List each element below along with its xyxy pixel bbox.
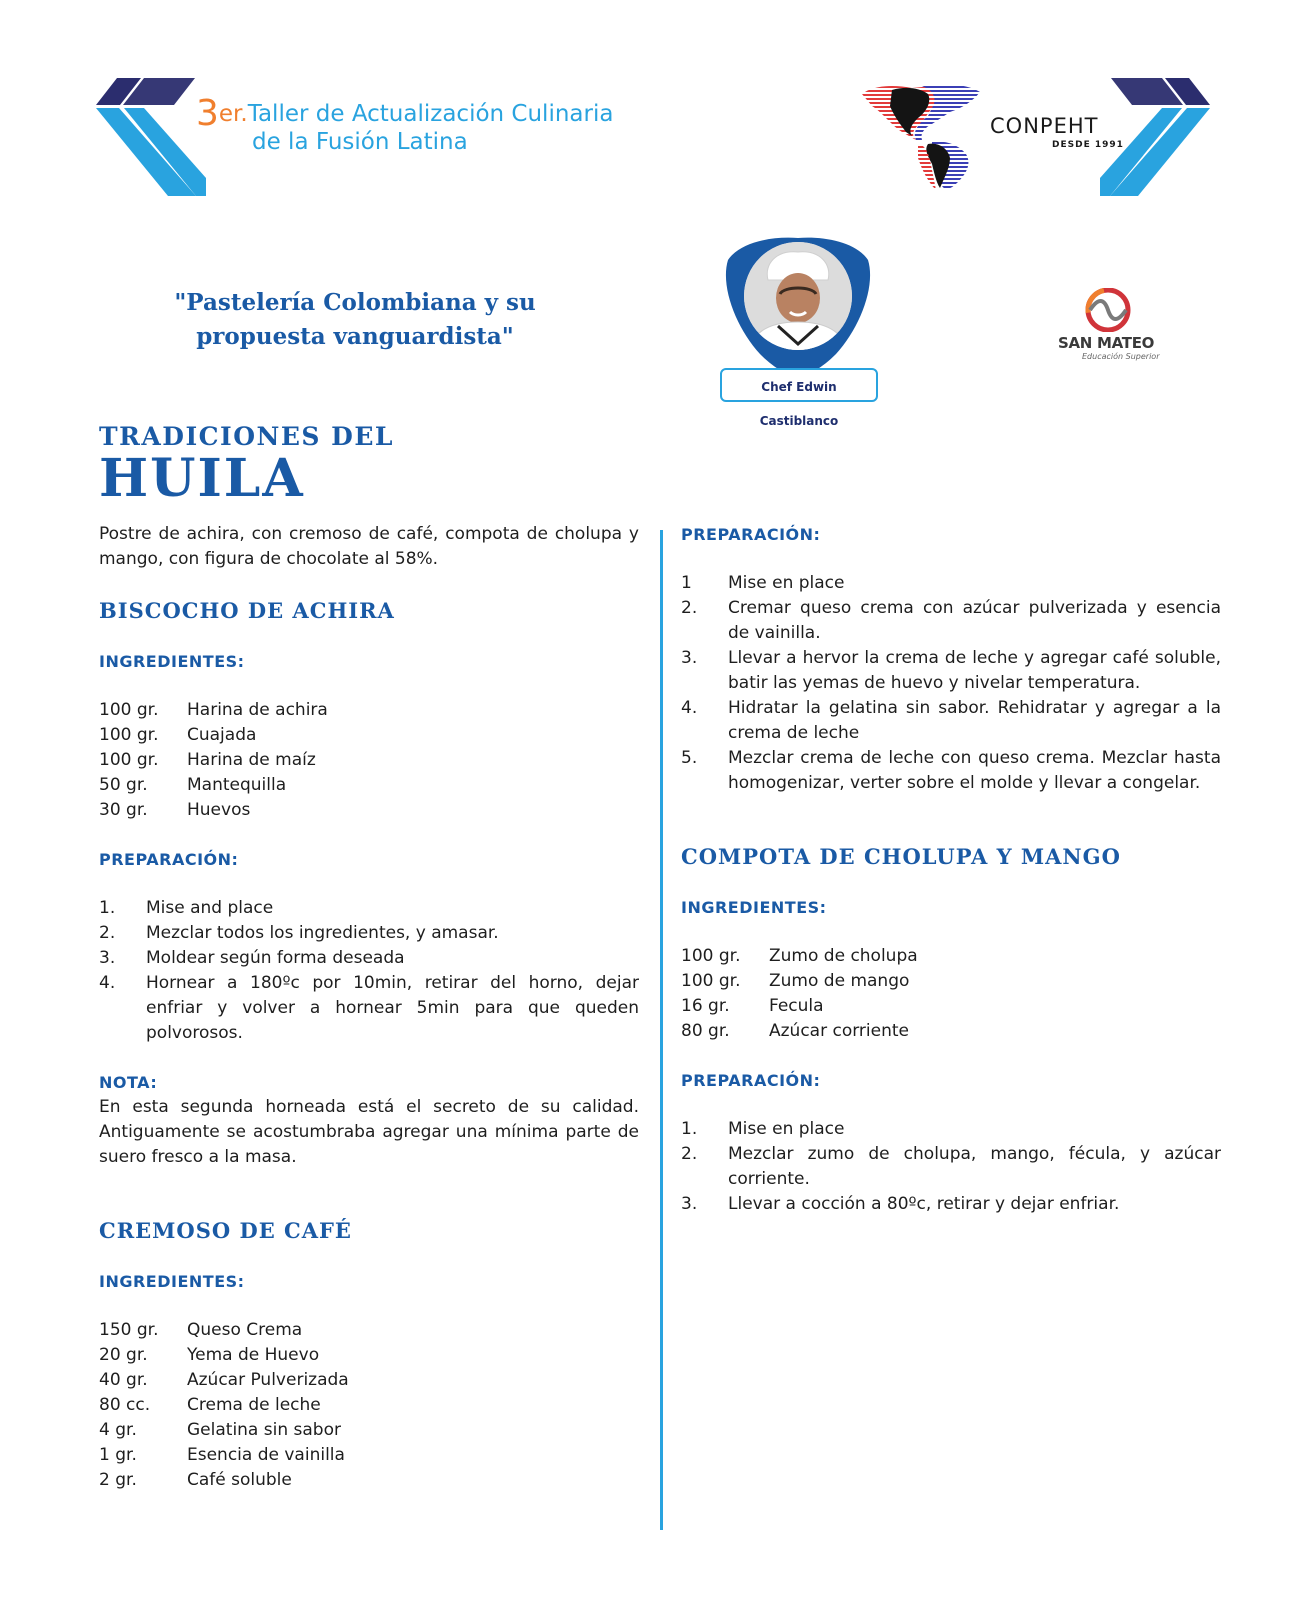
step-number: 1. (99, 898, 116, 918)
ingredient-row (99, 1368, 639, 1393)
talk-subtitle (160, 286, 550, 354)
event-ordinal: er. (218, 101, 248, 127)
ingredient-qty: 20 gr. (99, 1345, 148, 1365)
step-row (681, 646, 1221, 696)
step-text: Mezclar todos los ingredientes, y amasar. (146, 923, 499, 943)
step-number: 3. (681, 648, 698, 668)
event-number: 3 (196, 93, 219, 134)
right-chevron-decoration (1100, 78, 1210, 196)
san-mateo-name: SAN MATEO (1058, 334, 1155, 352)
ingredient-name: Fecula (769, 996, 824, 1016)
ingredient-name: Esencia de vainilla (187, 1445, 345, 1465)
ingredient-qty: 2 gr. (99, 1470, 137, 1490)
step-row (681, 1192, 1221, 1217)
step-text: Mezclar crema de leche con queso crema. Mezclar hasta homogenizar, verter sobre el molde y llevar a congelar. (728, 748, 1221, 793)
ingredient-row (99, 1343, 639, 1368)
ingredient-row (681, 994, 1221, 1019)
ingredient-row (681, 944, 1221, 969)
ingredient-name: Cuajada (187, 725, 257, 745)
ingredient-qty: 100 gr. (681, 946, 741, 966)
ingredient-name: Queso Crema (187, 1320, 303, 1340)
ingredient-row (99, 698, 639, 723)
ingredient-row (99, 1393, 639, 1418)
compota-steps-list (681, 1117, 1221, 1217)
step-text: Llevar a hervor la crema de leche y agregar café soluble, batir las yemas de huevo y nivelar temperatura. (728, 648, 1221, 693)
event-title (196, 93, 614, 156)
step-number: 4. (99, 973, 116, 993)
ingredient-qty: 150 gr. (99, 1320, 159, 1340)
step-row (681, 571, 1221, 596)
compota-preparation-label: PREPARACIÓN: (681, 1071, 821, 1090)
compota-ingredients-list (681, 944, 1221, 1044)
step-text: Llevar a cocción a 80ºc, retirar y dejar enfriar. (728, 1194, 1120, 1214)
step-row (681, 696, 1221, 746)
san-mateo-tagline: Educación Superior (1082, 352, 1160, 361)
ingredient-name: Yema de Huevo (187, 1345, 320, 1365)
title-big: HUILA (99, 448, 305, 509)
ingredient-name: Zumo de cholupa (769, 946, 918, 966)
ingredient-qty: 16 gr. (681, 996, 730, 1016)
ingredient-row (99, 1443, 639, 1468)
step-text: Cremar queso crema con azúcar pulverizada y esencia de vainilla. (728, 598, 1221, 643)
cremoso-steps-list (681, 571, 1221, 796)
ingredient-qty: 100 gr. (99, 750, 159, 770)
step-text: Mise en place (728, 573, 845, 593)
step-row (99, 971, 639, 1046)
conpeht-name: CONPEHT (990, 114, 1099, 138)
compota-ingredients-label: INGREDIENTES: (681, 898, 827, 917)
step-number: 3. (681, 1194, 698, 1214)
cremoso-ingredients-label: INGREDIENTES: (99, 1272, 245, 1291)
ingredient-row (99, 723, 639, 748)
ingredient-row (99, 1468, 639, 1493)
biscocho-ingredients-label: INGREDIENTES: (99, 652, 245, 671)
step-number: 1. (681, 1119, 698, 1139)
biscocho-title: BISCOCHO DE ACHIRA (99, 598, 395, 623)
note-text: En esta segunda horneada está el secreto de su calidad. Antiguamente se acostumbraba agregar una mínima parte de suero fresco a la masa. (99, 1097, 639, 1167)
ingredient-row (681, 969, 1221, 994)
ingredient-qty: 1 gr. (99, 1445, 137, 1465)
ingredient-qty: 30 gr. (99, 800, 148, 820)
ingredient-name: Azúcar Pulverizada (187, 1370, 349, 1390)
ingredient-qty: 50 gr. (99, 775, 148, 795)
step-row (681, 596, 1221, 646)
ingredient-name: Café soluble (187, 1470, 292, 1490)
step-number: 2. (681, 598, 698, 618)
left-chevron-decoration (96, 78, 206, 196)
event-title-line2: de la Fusión Latina (252, 129, 468, 155)
cremoso-preparation-label: PREPARACIÓN: (681, 525, 821, 544)
chef-name-label: Chef Edwin Castiblanco (720, 368, 878, 402)
ingredient-name: Harina de achira (187, 700, 328, 720)
right-column (681, 522, 1221, 1217)
step-row (99, 896, 639, 921)
note-label: NOTA: (99, 1073, 158, 1092)
step-text: Mezclar zumo de cholupa, mango, fécula, y azúcar corriente. (728, 1144, 1221, 1189)
san-mateo-logo-icon (1084, 288, 1132, 332)
ingredient-qty: 40 gr. (99, 1370, 148, 1390)
column-divider (660, 530, 663, 1530)
ingredient-name: Zumo de mango (769, 971, 910, 991)
ingredient-qty: 100 gr. (99, 700, 159, 720)
step-text: Hidratar la gelatina sin sabor. Rehidratar y agregar a la crema de leche (728, 698, 1221, 743)
ingredient-name: Azúcar corriente (769, 1021, 909, 1041)
title-small: TRADICIONES DEL (99, 422, 394, 451)
ingredient-name: Harina de maíz (187, 750, 316, 770)
step-row (681, 1142, 1221, 1192)
step-text: Moldear según forma deseada (146, 948, 405, 968)
step-text: Mise and place (146, 898, 274, 918)
ingredient-name: Mantequilla (187, 775, 287, 795)
ingredient-row (681, 1019, 1221, 1044)
cremoso-title: CREMOSO DE CAFÉ (99, 1218, 352, 1243)
ingredient-name: Gelatina sin sabor (187, 1420, 341, 1440)
ingredient-row (99, 748, 639, 773)
conpeht-since: DESDE 1991 (1052, 140, 1124, 150)
subtitle-line2: propuesta vanguardista" (196, 323, 514, 350)
intro-text: Postre de achira, con cremoso de café, compota de cholupa y mango, con figura de chocolate al 58%. (99, 524, 639, 569)
step-text: Mise en place (728, 1119, 845, 1139)
ingredient-row (99, 1418, 639, 1443)
step-text: Hornear a 180ºc por 10min, retirar del horno, dejar enfriar y volver a hornear 5min para que queden polvorosos. (146, 973, 639, 1043)
step-number: 4. (681, 698, 698, 718)
event-title-line1: Taller de Actualización Culinaria (247, 101, 614, 127)
step-number: 2. (681, 1144, 698, 1164)
step-number: 2. (99, 923, 116, 943)
biscocho-ingredients-list (99, 698, 639, 823)
ingredient-qty: 100 gr. (99, 725, 159, 745)
biscocho-preparation-label: PREPARACIÓN: (99, 850, 239, 869)
ingredient-qty: 100 gr. (681, 971, 741, 991)
ingredient-qty: 4 gr. (99, 1420, 137, 1440)
step-number: 3. (99, 948, 116, 968)
cremoso-ingredients-list (99, 1318, 639, 1493)
biscocho-steps-list (99, 896, 639, 1046)
compota-title: COMPOTA DE CHOLUPA Y MANGO (681, 844, 1121, 869)
step-row (99, 946, 639, 971)
left-column (99, 522, 639, 1493)
step-row (681, 1117, 1221, 1142)
step-row (681, 746, 1221, 796)
step-number: 5. (681, 748, 698, 768)
step-number: 1 (681, 573, 692, 593)
step-row (99, 921, 639, 946)
ingredient-row (99, 798, 639, 823)
chef-portrait-badge (724, 236, 872, 376)
subtitle-line1: "Pastelería Colombiana y su (174, 289, 536, 316)
ingredient-qty: 80 gr. (681, 1021, 730, 1041)
ingredient-qty: 80 cc. (99, 1395, 151, 1415)
ingredient-name: Huevos (187, 800, 251, 820)
ingredient-row (99, 773, 639, 798)
americas-map-logo (862, 82, 1002, 192)
ingredient-name: Crema de leche (187, 1395, 321, 1415)
ingredient-row (99, 1318, 639, 1343)
